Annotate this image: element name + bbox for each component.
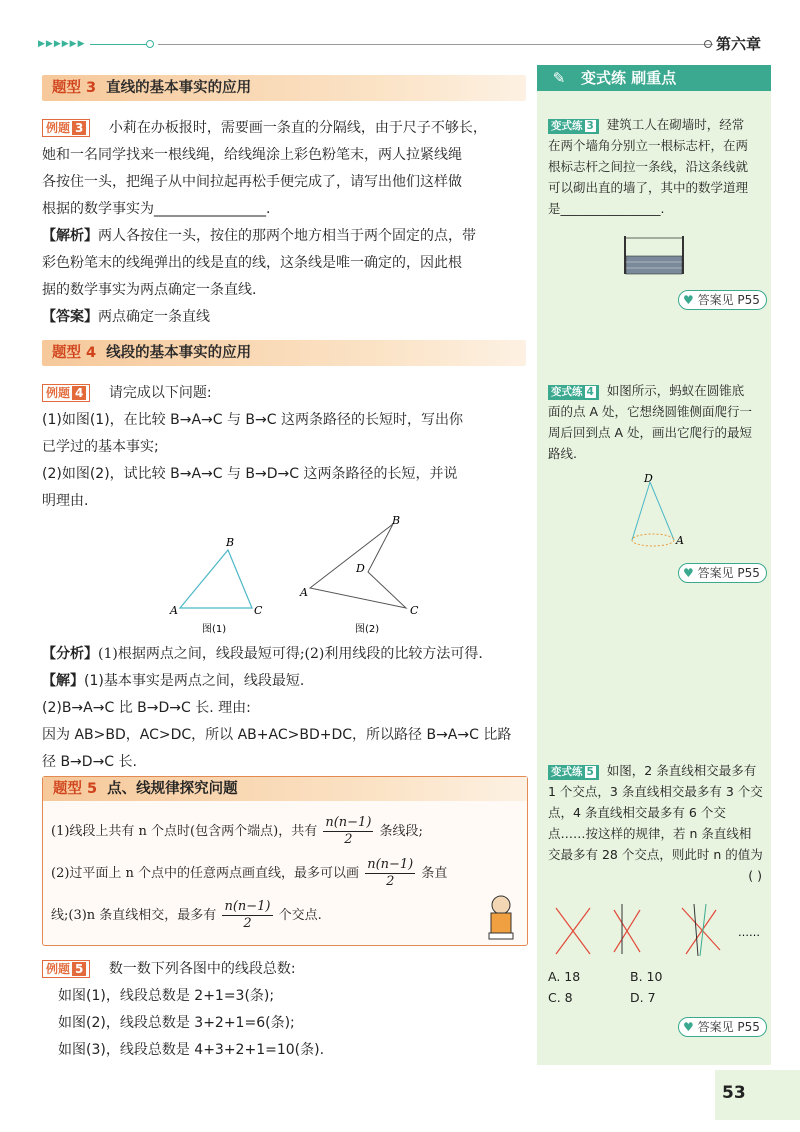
header-circle (146, 40, 154, 48)
ex3-analysis-2: 彩色粉笔末的线绳弹出的线是直的线，这条线是唯一确定的，因此根 (42, 255, 462, 271)
type4-title: 线段的基本事实的应用 (106, 345, 252, 361)
variant4-answer[interactable]: ♥ 答案见 P55 (678, 563, 767, 583)
example3-tag: 例题 3 (42, 119, 90, 137)
variant4-tag: 变式练 4 (548, 385, 599, 400)
variant3-answer[interactable]: ♥ 答案见 P55 (678, 290, 767, 310)
ex3-analysis-label: 【解析】 (42, 228, 98, 244)
ex4-figures (160, 510, 460, 640)
type4-header (42, 340, 526, 366)
cone-illustration (622, 472, 692, 552)
example4-tag: 例题 4 (42, 384, 90, 402)
header-line (90, 44, 146, 45)
ex5-line1: 如图(1)，线段总数是 2+1=3(条); (58, 988, 275, 1004)
ex4-q1-a: (1)如图(1)，在比较 B→A→C 与 B→C 这两条路径的长短时，写出你 (42, 412, 463, 428)
ex5-intro: 数一数下列各图中的线段总数: (108, 961, 296, 977)
pin-icon: ♥ (683, 1020, 694, 1034)
example4 (42, 380, 532, 515)
ex4-jie-label: 【解】 (42, 673, 84, 689)
ex3-answer-label: 【答案】 (42, 309, 98, 325)
chapter-dot (704, 40, 712, 48)
ex3-analysis-3: 据的数学事实为两点确定一条直线. (42, 282, 257, 298)
fig2-label-d: D (356, 562, 365, 575)
ex5-line2: 如图(2)，线段总数是 3+2+1=6(条); (58, 1015, 295, 1031)
type3-header (42, 75, 526, 101)
fig2-label-c: C (410, 604, 419, 617)
fig1-label-b: B (226, 536, 235, 549)
type5-rule3: 线;(3)n 条直线相交，最多有 $\frac{n(n-1)}{2}$ 个交点. (51, 899, 322, 931)
variant5-paren: ( ) (748, 868, 762, 883)
fig1-caption: 图(1) (202, 624, 227, 635)
option-a[interactable]: A. 18 (548, 969, 581, 984)
ex3-line2: 她和一名同学找来一根线绳，给线绳涂上彩色粉笔末，两人拉紧线绳 (42, 147, 462, 163)
option-c[interactable]: C. 8 (548, 990, 573, 1005)
variant3: 变式练 3 建筑工人在砌墙时，经常 在两个墙角分别立一根标志杆，在两 根标志杆之间拉一条线，沿这条线就 可以砌出直的墙了，其中的数学道理 是________________. (548, 117, 749, 216)
ex4-jie-3: 因为 AB>BD，AC>DC，所以 AB+AC>BD+DC，所以路径 B→A→C 比路 (42, 727, 512, 743)
fig2-label-b: B (392, 514, 401, 527)
example5-tag: 例题 5 (42, 960, 90, 978)
page-number: 53 (722, 1083, 746, 1103)
ex3-answer: 两点确定一条直线 (98, 309, 210, 325)
chapter-title: 第六章 (716, 35, 762, 53)
fig1-triangle (180, 550, 252, 608)
option-d[interactable]: D. 7 (630, 990, 656, 1005)
type5-box (42, 776, 528, 946)
fig1-label-c: C (254, 604, 263, 617)
variant5-tag: 变式练 5 (548, 765, 599, 780)
option-b[interactable]: B. 10 (630, 969, 663, 984)
example5 (42, 956, 532, 1064)
ex4-jie-1: (1)基本事实是两点之间，线段最短. (84, 673, 305, 689)
type5-rule2: (2)过平面上 n 个点中的任意两点画直线，最多可以画 $\frac{n(n-1)}{2}$ 条直 (51, 857, 448, 889)
type3-title: 直线的基本事实的应用 (106, 80, 252, 96)
ex4-q2-a: (2)如图(2)，试比较 B→A→C 与 B→D→C 这两条路径的长短，并说 (42, 466, 458, 482)
type3-num: 题型 3 (52, 80, 97, 96)
ex4-fenxi-label: 【分析】 (42, 646, 98, 662)
ex4-jie-2: (2)B→A→C 比 B→D→C 长. 理由: (42, 700, 251, 716)
cone-label-a: A (676, 534, 684, 547)
lines-ellipsis: …… (738, 926, 760, 939)
fig2-label-a: A (300, 586, 308, 599)
variant3-tag: 变式练 3 (548, 119, 599, 134)
fig1-label-a: A (170, 604, 178, 617)
pin-icon: ♥ (683, 566, 694, 580)
fig2-caption: 图(2) (355, 624, 380, 635)
side-header: ✎ 变式练 刷重点 (537, 65, 771, 91)
wall-illustration (622, 234, 686, 278)
cone-label-d: D (644, 472, 653, 485)
ex3-line1: 小莉在办板报时，需要画一条直的分隔线，由于尺子不够长， (108, 120, 487, 136)
ex3-analysis-1: 两人各按住一头，按住的那两个地方相当于两个固定的点，带 (98, 228, 476, 244)
ex4-q2-b: 明理由. (42, 493, 89, 509)
ex3-line3: 各按住一头，把绳子从中间拉起再松手便完成了，请写出他们这样做 (42, 174, 462, 190)
cartoon-figure-icon (481, 891, 521, 941)
ex4-intro: 请完成以下问题: (108, 385, 212, 401)
variant5: 变式练 5 如图，2 条直线相交最多有 1 个交点，3 条直线相交最多有 3 个交 点，4 条直线相交最多有 6 个交 点……按这样的规律，若 n 条直线相 交最多有 28 个交点，则此时 n 的值为 ( ) (548, 760, 770, 886)
side-header-icon: ✎ (552, 69, 566, 87)
example4-solution (42, 641, 532, 776)
type4-num: 题型 4 (52, 345, 97, 361)
type5-header: 题型 5 点、线规律探究问题 (43, 777, 527, 801)
pin-icon: ♥ (683, 293, 694, 307)
variant4: 变式练 4 如图所示，蚂蚁在圆锥底 面的点 A 处，它想绕圆锥侧面爬行一 周后回到点 A 处，画出它爬行的最短 路线. (548, 383, 752, 461)
type5-rule1: (1)线段上共有 n 个点时(包含两个端点)，共有 $\frac{n(n-1)}{2}$ 条线段; (51, 815, 423, 847)
ex3-line4: 根据的数学事实为________________. (42, 201, 271, 217)
variant5-answer[interactable]: ♥ 答案见 P55 (678, 1017, 767, 1037)
header-arrows: ▶▶▶▶▶▶ (38, 39, 86, 49)
ex4-q1-b: 已学过的基本事实; (42, 439, 159, 455)
lines-illustration (548, 902, 768, 960)
ex4-fenxi: (1)根据两点之间，线段最短可得;(2)利用线段的比较方法可得. (98, 646, 483, 662)
header-rule (158, 44, 713, 45)
ex5-line3: 如图(3)，线段总数是 4+3+2+1=10(条). (58, 1042, 325, 1058)
example3 (42, 115, 532, 331)
variant5-options (548, 966, 748, 1008)
ex4-jie-4: 径 B→D→C 长. (42, 754, 137, 770)
